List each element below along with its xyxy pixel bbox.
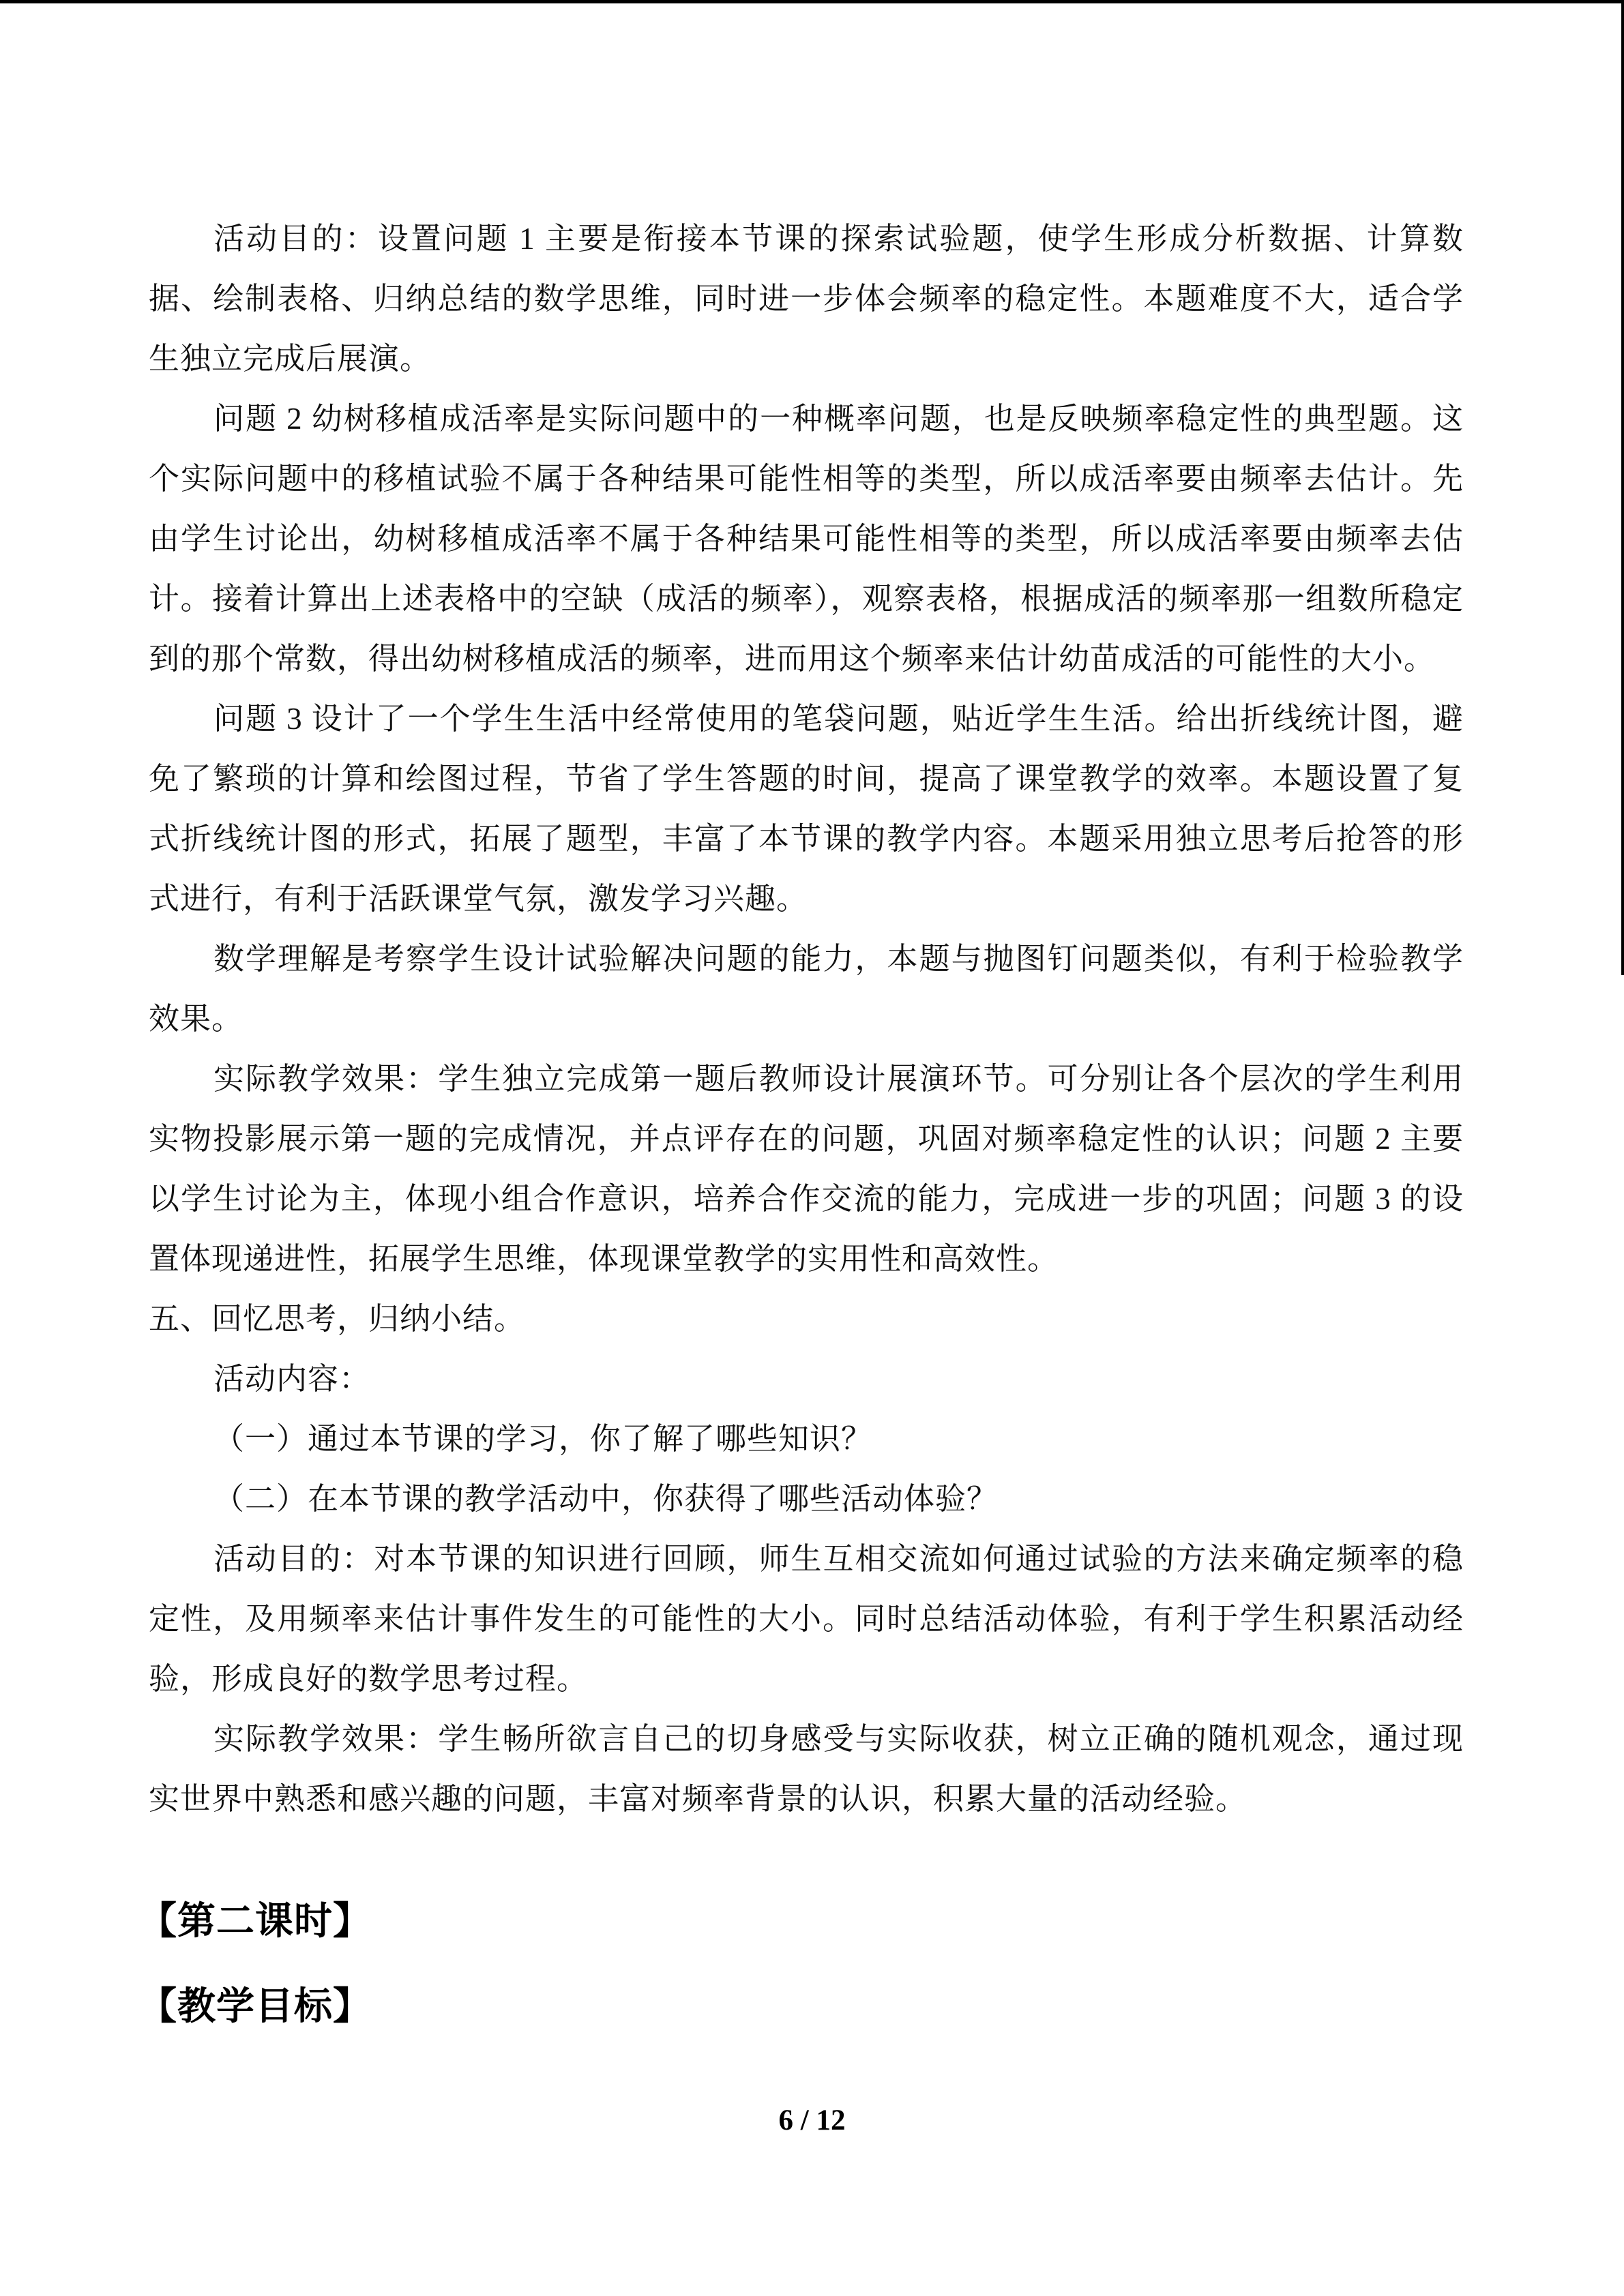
body-paragraph: （二）在本节课的教学活动中，你获得了哪些活动体验？	[213, 1482, 999, 1516]
section-heading-second-period: 【第二课时】	[138, 1899, 372, 1942]
body-paragraph: 实际教学效果：学生畅所欲言自己的切身感受与实际收获，树立正确的随机观念，通过现实世界中熟悉和感兴趣的问题，丰富对频率背景的认识，积累大量的活动经验。	[149, 1722, 1464, 1816]
body-paragraph: 问题 2 幼树移植成活率是实际问题中的一种概率问题，也是反映频率稳定性的典型题。这个实际问题中的移植试验不属于各种结果可能性相等的类型，所以成活率要由频率去估计。先由学生讨论出，幼树移植成活率不属于各种结果可能性相等的类型，所以成活率要由频率去估计。接着计算出上述表格中的空缺（成活的频率），观察表格，根据成活的频率那一组数所稳定到的那个常数，得出幼树移植成活的频率，进而用这个频率来估计幼苗成活的可能性的大小。	[149, 402, 1464, 676]
body-paragraph: 活动目的：设置问题 1 主要是衔接本节课的探索试验题，使学生形成分析数据、计算数据、绘制表格、归纳总结的数学思维，同时进一步体会频率的稳定性。本题难度不大，适合学生独立完成后展演。	[149, 222, 1464, 376]
scan-edge-top	[0, 0, 1624, 3]
page-number: 6 / 12	[778, 2104, 846, 2136]
section-heading-teaching-goals: 【教学目标】	[138, 1984, 372, 2027]
body-paragraph: 活动目的：对本节课的知识进行回顾，师生互相交流如何通过试验的方法来确定频率的稳定性，及用频率来估计事件发生的可能性的大小。同时总结活动体验，有利于学生积累活动经验，形成良好的数学思考过程。	[149, 1542, 1464, 1696]
body-paragraph: 问题 3 设计了一个学生生活中经常使用的笔袋问题，贴近学生生活。给出折线统计图，避免了繁琐的计算和绘图过程，节省了学生答题的时间，提高了课堂教学的效率。本题设置了复式折线统计图的形式，拓展了题型，丰富了本节课的教学内容。本题采用独立思考后抢答的形式进行，有利于活跃课堂气氛，激发学习兴趣。	[149, 702, 1464, 916]
document-body	[149, 209, 1464, 1829]
body-paragraph: 实际教学效果：学生独立完成第一题后教师设计展演环节。可分别让各个层次的学生利用实物投影展示第一题的完成情况，并点评存在的问题，巩固对频率稳定性的认识；问题 2 主要以学生讨论为主，体现小组合作意识，培养合作交流的能力，完成进一步的巩固；问题 3 的设置体现递进性，拓展学生思维，体现课堂教学的实用性和高效性。	[149, 1062, 1464, 1276]
scan-edge-right	[1621, 0, 1624, 975]
body-paragraph: （一）通过本节课的学习，你了解了哪些知识？	[213, 1422, 873, 1456]
body-paragraph-section-five: 五、回忆思考，归纳小结。	[149, 1302, 526, 1336]
body-paragraph: 数学理解是考察学生设计试验解决问题的能力，本题与抛图钉问题类似，有利于检验教学效果。	[149, 942, 1464, 1036]
body-paragraph: 活动内容：	[213, 1362, 371, 1396]
